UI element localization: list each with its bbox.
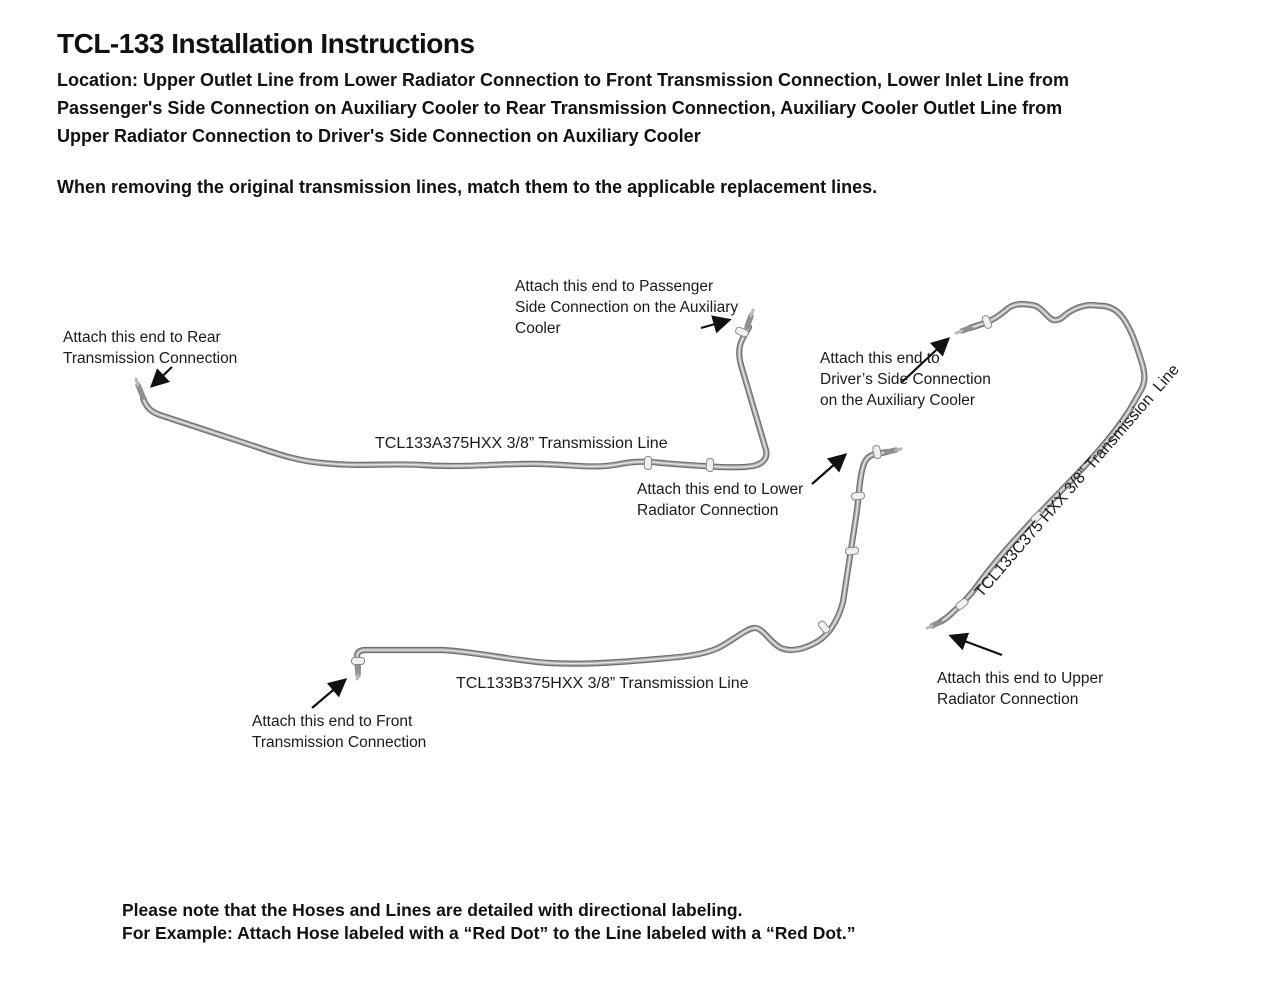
callout-line: Attach this end to bbox=[820, 350, 940, 367]
fitting-rear-transmission-tip bbox=[136, 379, 138, 385]
callout-line: Attach this end to Front bbox=[252, 713, 413, 730]
callout-line: Attach this end to Passenger bbox=[515, 278, 714, 295]
removal-instruction: When removing the original transmission lines, match them to the applicable replacement lines. bbox=[57, 177, 878, 197]
callout-line: Attach this end to Rear bbox=[63, 329, 221, 346]
fitting-passenger-side-tip bbox=[751, 310, 753, 316]
tube-b-collar-4 bbox=[817, 620, 831, 634]
location-line-2: Passenger's Side Connection on Auxiliary Cooler to Rear Transmission Connection, Auxiliary Cooler Outlet Line from bbox=[57, 98, 1063, 118]
tube-c-collar-3 bbox=[955, 597, 970, 611]
callout-line: Transmission Connection bbox=[252, 734, 427, 751]
page-title: TCL-133 Installation Instructions bbox=[57, 28, 475, 59]
callout-rear-transmission bbox=[63, 327, 237, 369]
callout-lower-radiator bbox=[637, 479, 803, 521]
part-label-line-c: TCL133C375 HXX 3/8” Transmission Line bbox=[971, 361, 1183, 601]
fitting-driver-side-tip bbox=[956, 331, 962, 333]
callout-driver-side bbox=[820, 348, 991, 411]
callout-upper-radiator bbox=[937, 668, 1103, 710]
fitting-upper-radiator-tip bbox=[927, 626, 932, 628]
fitting-lower-radiator-tip bbox=[896, 449, 901, 450]
tube-b-collar-3 bbox=[845, 547, 859, 555]
note-line-2: For Example: Attach Hose labeled with a “Red Dot” to the Line labeled with a “Red Dot.” bbox=[122, 923, 856, 943]
callout-line: Attach this end to Upper bbox=[937, 670, 1104, 687]
tube-b-collar-2 bbox=[851, 492, 865, 500]
location-line-1: Location: Upper Outlet Line from Lower Radiator Connection to Front Transmission Connection, Lower Inlet Line from bbox=[57, 70, 1070, 90]
tube-a-collar-2 bbox=[706, 458, 713, 471]
arrow-front-transmission-icon bbox=[312, 680, 345, 708]
part-label-line-b: TCL133B375HXX 3/8” Transmission Line bbox=[456, 675, 749, 692]
fitting-rear-transmission-end bbox=[138, 385, 143, 397]
callout-line: Transmission Connection bbox=[63, 350, 238, 367]
location-line-3: Upper Radiator Connection to Driver's Side Connection on Auxiliary Cooler bbox=[57, 126, 701, 146]
callout-passenger-side bbox=[515, 276, 738, 339]
callout-line: Radiator Connection bbox=[937, 691, 1079, 708]
arrow-rear-transmission-icon bbox=[152, 367, 172, 386]
fitting-front-transmission-tip bbox=[357, 675, 358, 679]
callout-line: Attach this end to Lower bbox=[637, 481, 804, 498]
callout-line: Cooler bbox=[515, 320, 561, 337]
callout-line: Side Connection on the Auxiliary bbox=[515, 299, 739, 316]
fitting-passenger-side-end bbox=[747, 316, 751, 327]
tube-b-collar-1 bbox=[352, 658, 365, 665]
part-label-line-a: TCL133A375HXX 3/8” Transmission Line bbox=[375, 435, 668, 452]
callout-line: Radiator Connection bbox=[637, 502, 779, 519]
note-line-1: Please note that the Hoses and Lines are detailed with directional labeling. bbox=[122, 900, 743, 920]
callout-line: Driver’s Side Connection bbox=[820, 371, 991, 388]
directional-labeling-note bbox=[122, 899, 855, 945]
callout-front-transmission bbox=[252, 711, 426, 753]
arrow-upper-radiator-icon bbox=[951, 636, 1002, 655]
tube-a-collar-1 bbox=[644, 456, 651, 469]
tube-line-b bbox=[352, 445, 902, 679]
callout-line: on the Auxiliary Cooler bbox=[820, 392, 976, 409]
arrow-lower-radiator-icon bbox=[812, 455, 845, 484]
